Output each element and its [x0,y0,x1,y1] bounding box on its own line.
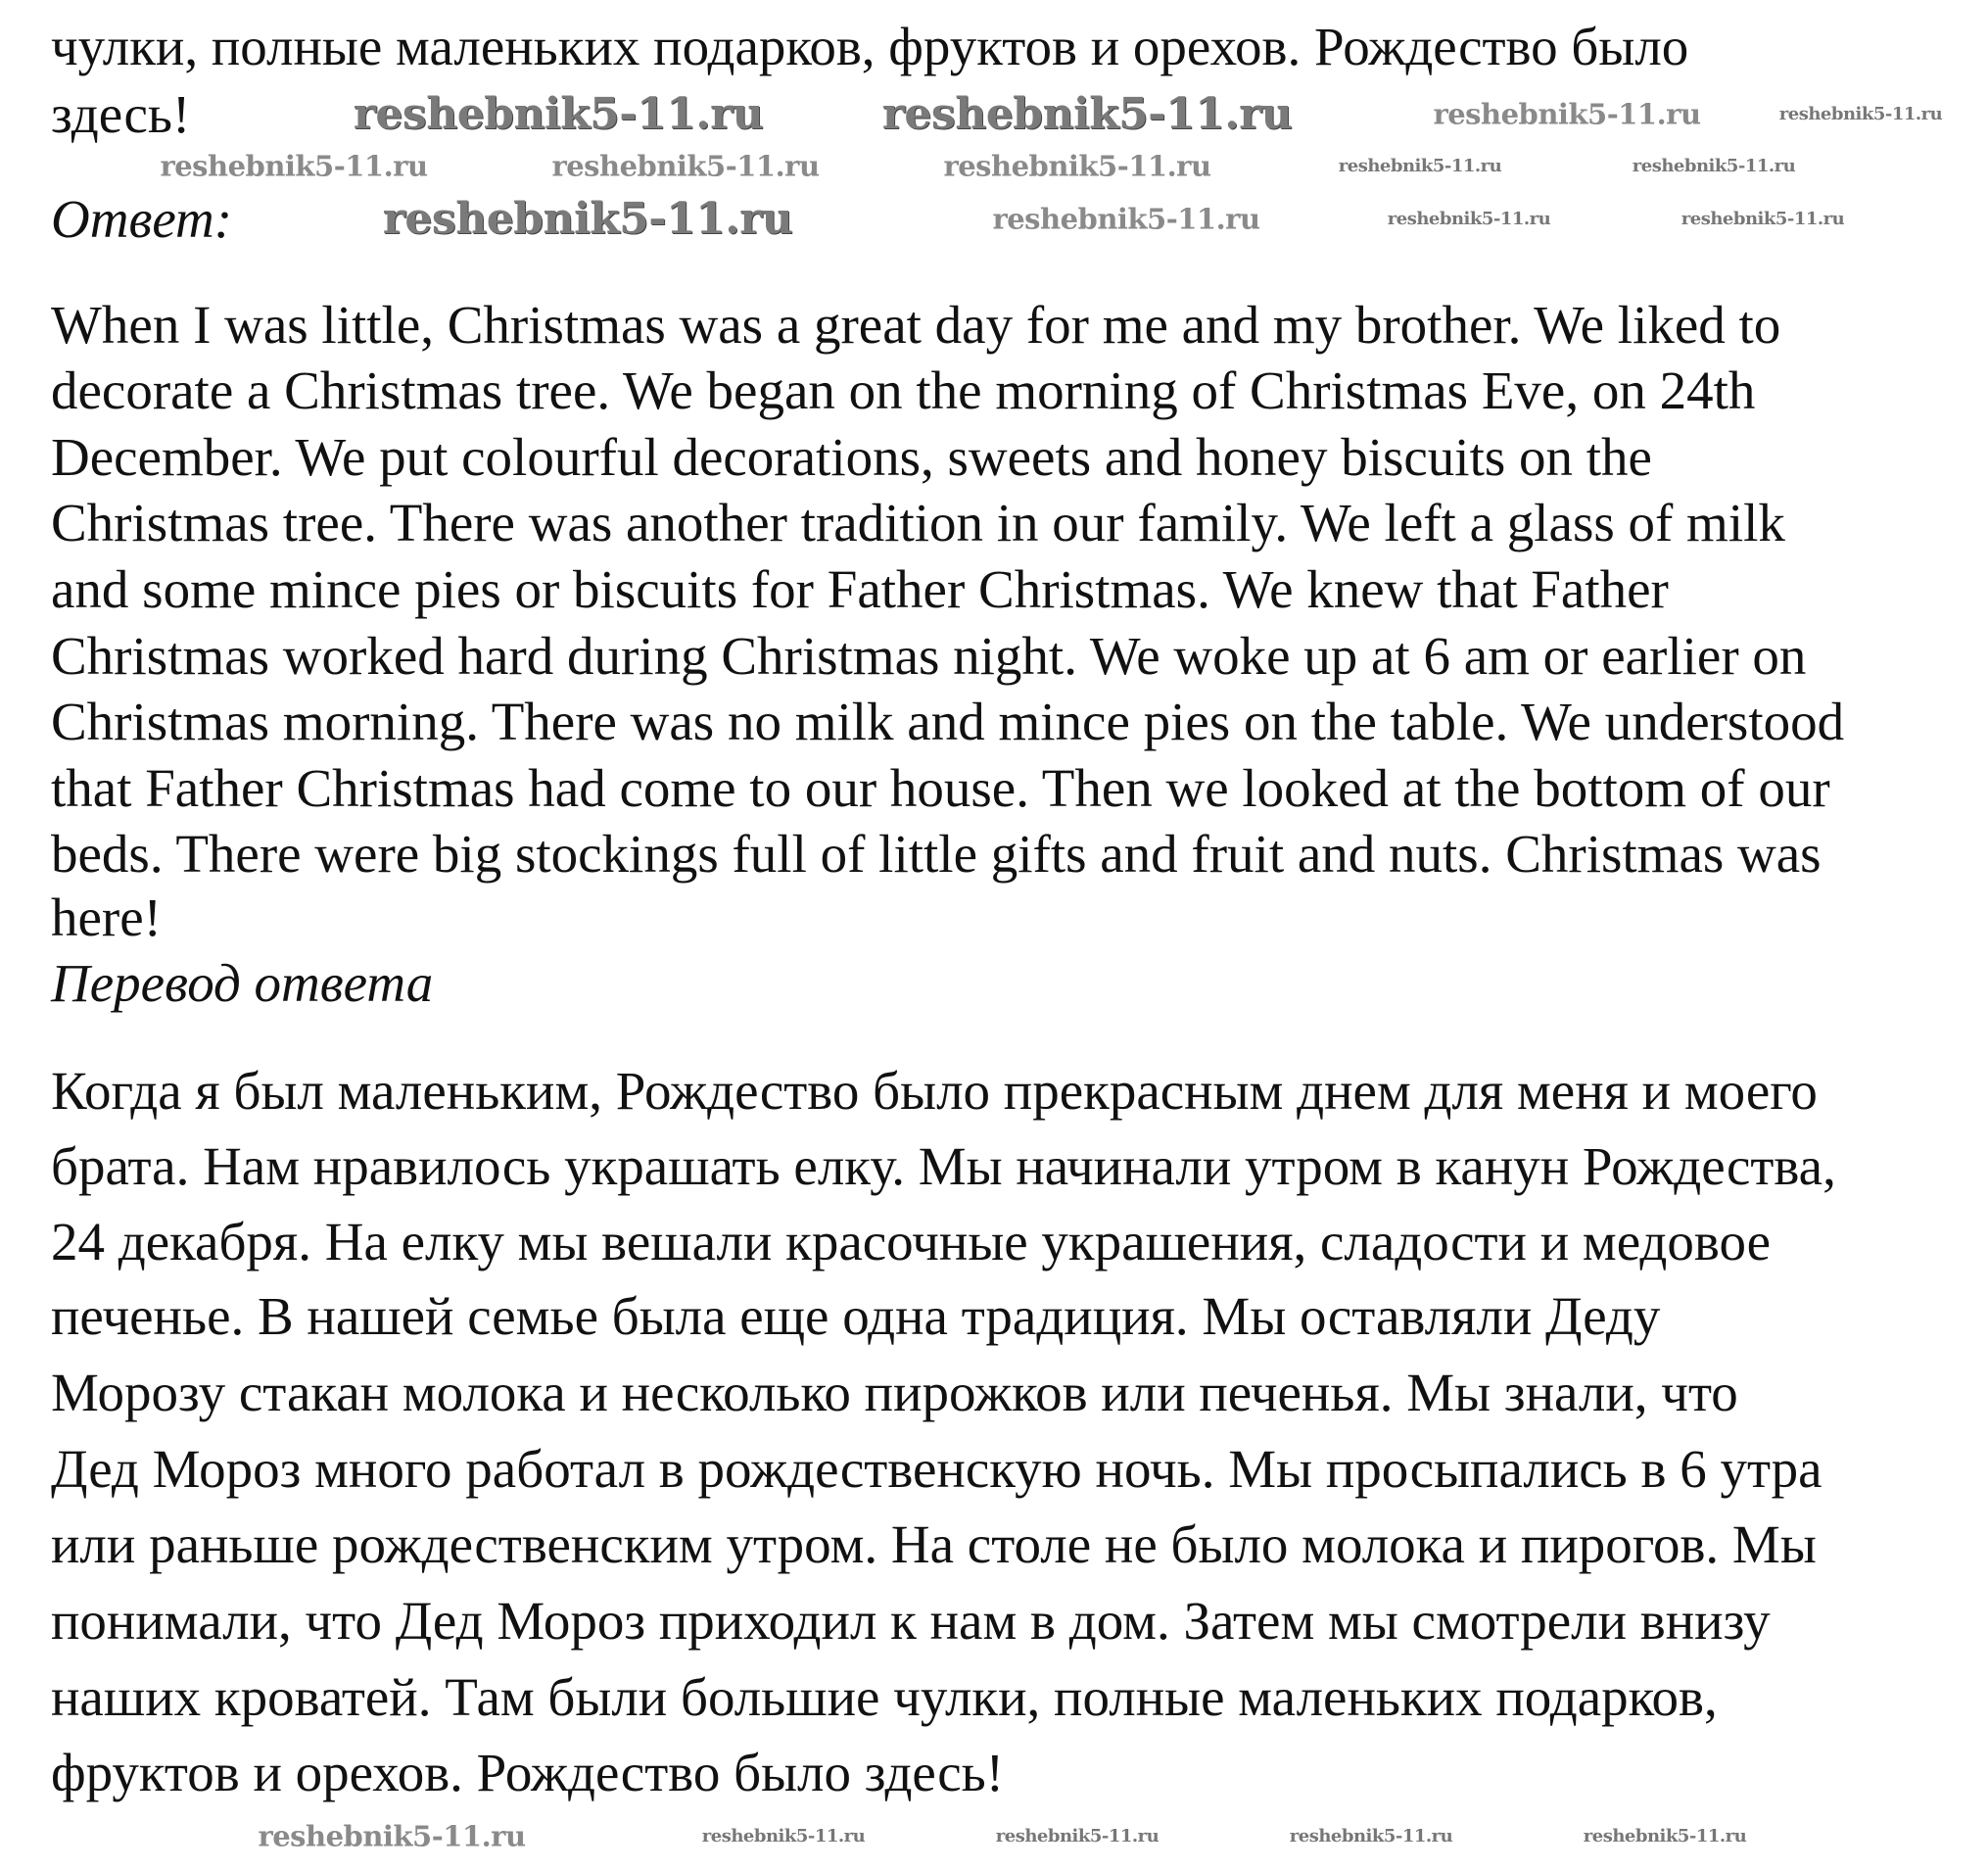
translation-line: брата. Нам нравилось украшать елку. Мы начинали утром в канун Рождества, [51,1136,1836,1196]
translation-line: 24 декабря. На елку мы вешали красочные украшения, сладости и медовое [51,1212,1772,1271]
translation-line: Дед Мороз много работал в рождественскую ночь. Мы просыпались в 6 утра [51,1439,1822,1499]
answer-line: that Father Christmas had come to our house. Then we looked at the bottom of our [51,758,1830,818]
translation-line: печенье. В нашей семье была еще одна традиция. Мы оставляли Деду [51,1286,1661,1346]
watermark: reshebnik5-11.ru [881,89,1293,139]
top-line: чулки, полные маленьких подарков, фруктов и орехов. Рождество было [51,17,1689,76]
answer-line: Christmas worked hard during Christmas night. We woke up at 6 am or earlier on [51,626,1807,686]
watermark: reshebnik5-11.ru [1632,156,1796,176]
watermark: reshebnik5-11.ru [1583,1826,1747,1846]
watermark: reshebnik5-11.ru [1387,209,1551,229]
watermark: reshebnik5-11.ru [1778,104,1943,124]
translation-line: понимали, что Дед Мороз приходил к нам в дом. Затем мы смотрели внизу [51,1591,1771,1651]
watermark: reshebnik5-11.ru [1338,156,1502,176]
top-line: здесь! [51,84,191,144]
answer-heading: Ответ: [51,189,233,249]
translation-heading: Перевод ответа [51,953,434,1013]
translation-line: фруктов и орехов. Рождество было здесь! [51,1743,1005,1802]
translation-line: Когда я был маленьким, Рождество было прекрасным днем для меня и моего [51,1061,1818,1121]
watermark: reshebnik5-11.ru [701,1826,866,1846]
watermark: reshebnik5-11.ru [160,149,428,183]
answer-line: beds. There were big stockings full of little gifts and fruit and nuts. Christmas was [51,824,1822,884]
watermark: reshebnik5-11.ru [551,149,820,183]
answer-line: Christmas morning. There was no milk and mince pies on the table. We understood [51,692,1845,751]
translation-line: или раньше рождественским утром. На столе не было молока и пирогов. Мы [51,1514,1817,1574]
watermark: reshebnik5-11.ru [258,1819,526,1853]
watermark: reshebnik5-11.ru [1680,209,1845,229]
watermark: reshebnik5-11.ru [1433,97,1701,131]
translation-line: наших кроватей. Там были большие чулки, полные маленьких подарков, [51,1667,1718,1727]
watermark: reshebnik5-11.ru [1289,1826,1453,1846]
answer-line: Christmas tree. There was another tradition in our family. We left a glass of milk [51,493,1785,552]
watermark: reshebnik5-11.ru [382,194,793,244]
translation-line: Морозу стакан молока и несколько пирожков или печенья. Мы знали, что [51,1363,1738,1422]
answer-line: December. We put colourful decorations, sweets and honey biscuits on the [51,427,1652,487]
answer-line: and some mince pies or biscuits for Father Christmas. We knew that Father [51,559,1669,619]
answer-line: here! [51,887,162,947]
watermark: reshebnik5-11.ru [995,1826,1160,1846]
answer-line: When I was little, Christmas was a great day for me and my brother. We liked to [51,295,1781,355]
watermark: reshebnik5-11.ru [943,149,1211,183]
watermark: reshebnik5-11.ru [992,202,1260,236]
watermark: reshebnik5-11.ru [353,89,764,139]
answer-line: decorate a Christmas tree. We began on the morning of Christmas Eve, on 24th [51,360,1756,420]
